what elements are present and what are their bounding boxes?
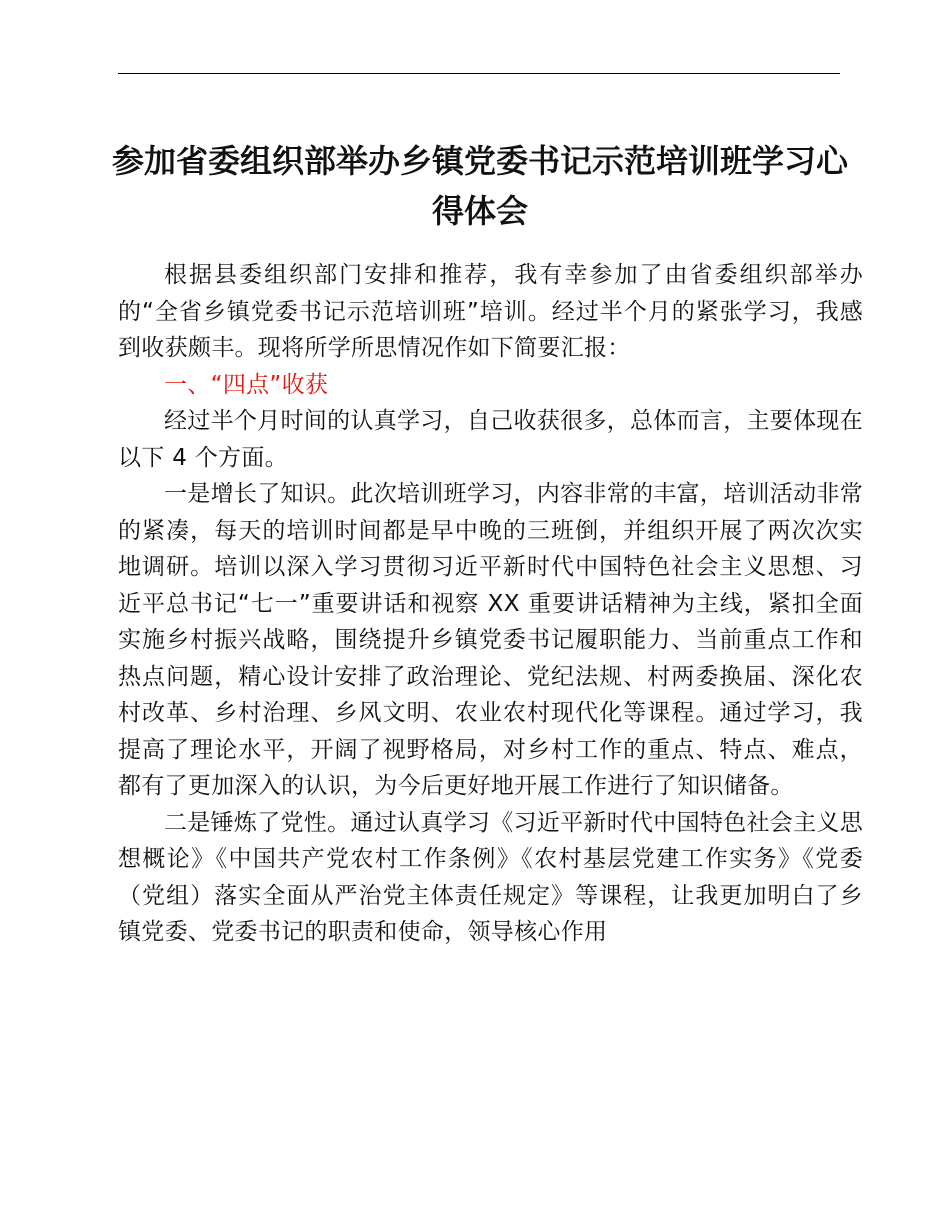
paragraph-point-1: 一是增长了知识。此次培训班学习，内容非常的丰富，培训活动非常的紧凑，每天的培训时间都是早中晚的三班倒，并组织开展了两次次实地调研。培训以深入学习贯彻习近平新时代中国特色社会主义思想、习近平总书记“七一”重要讲话和视察 XX 重要讲话精神为主线，紧扣全面实施乡村振兴战略，围绕提升乡镇党委书记履职能力、当前重点工作和热点问题，精心设计安排了政治理论、党纪法规、村两委换届、深化农村改革、乡村治理、乡风文明、农业农村现代化等课程。通过学习，我提高了理论水平，开阔了视野格局，对乡村工作的重点、特点、难点，都有了更加深入的认识，为今后更好地开展工作进行了知识储备。 [118,481,863,799]
section-heading-1: 一、“四点”收获 [164,371,329,398]
document-body [118,257,863,951]
paragraph-point-2: 二是锤炼了党性。通过认真学习《习近平新时代中国特色社会主义思想概论》《中国共产党农村工作条例》《农村基层党建工作实务》《党委（党组）落实全面从严治党主体责任规定》等课程，让我更加明白了乡镇党委、党委书记的职责和使命，领导核心作用 [118,809,863,945]
paragraph-summary: 经过半个月时间的认真学习，自己收获很多，总体而言，主要体现在以下 4 个方面。 [118,408,863,471]
header-rule [118,73,840,74]
document-title: 参加省委组织部举办乡镇党委书记示范培训班学习心得体会 [111,142,848,230]
paragraph-intro: 根据县委组织部门安排和推荐，我有幸参加了由省委组织部举办的“全省乡镇党委书记示范培训班”培训。经过半个月的紧张学习，我感到收获颇丰。现将所学所思情况作如下简要汇报： [118,262,863,361]
